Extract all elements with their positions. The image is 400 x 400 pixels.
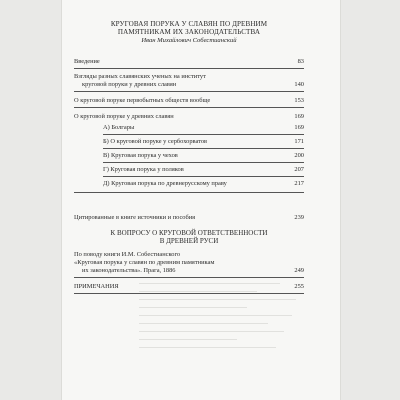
toc-entry-page: 255	[294, 283, 304, 290]
book-title	[72, 20, 306, 37]
toc-entry-page: 239	[294, 214, 304, 221]
toc-entry-label: Д) Круговая порука по древнерусскому праву	[103, 180, 227, 187]
toc-entry-label: А) Болгары	[103, 124, 135, 131]
toc-entry-page: 171	[294, 138, 304, 145]
toc-entry-notes	[74, 283, 304, 291]
toc-divider	[103, 176, 304, 177]
toc-divider	[74, 91, 304, 92]
toc-entry-label: В) Круговая порука у чехов	[103, 152, 178, 159]
toc-entry-review	[74, 251, 304, 275]
toc-entry-label: О круговой поруке первобытных обществ вообще	[74, 97, 211, 104]
toc-entry-label: Введение	[74, 58, 100, 65]
toc-entry-label-2: «Круговая порука у славян по древним памятникам	[74, 259, 215, 266]
toc-entry-sources	[74, 214, 304, 222]
toc-divider	[74, 68, 304, 69]
toc-entry-label-1: По поводу книги И.М. Собестианского	[74, 251, 181, 258]
toc-entry-views	[74, 73, 304, 89]
toc-entry-primitive	[74, 97, 304, 105]
toc-divider	[74, 107, 304, 108]
author-name: Иван Михайлович Собестианский	[141, 37, 237, 44]
toc-divider	[103, 162, 304, 163]
toc-subentry-b	[103, 138, 304, 146]
section-heading	[72, 229, 306, 245]
toc-entry-label-3: их законодательства». Прага, 1886	[82, 267, 176, 274]
title-line-1: КРУГОВАЯ ПОРУКА У СЛАВЯН ПО ДРЕВНИМ	[110, 20, 268, 28]
toc-subentry-e	[103, 180, 304, 188]
toc-entry-ancient	[74, 113, 304, 121]
toc-entry-page: 169	[294, 113, 304, 120]
toc-entry-page: 249	[294, 267, 304, 274]
toc-divider	[74, 277, 304, 278]
toc-entry-label: Цитированные в книге источники и пособия	[74, 214, 196, 221]
toc-entry-page: 217	[294, 180, 304, 187]
toc-entry-page: 153	[294, 97, 304, 104]
toc-entry-label-1: Взгляды разных славянских ученых на институт	[74, 73, 206, 80]
section-heading-line-2: В ДРЕВНЕЙ РУСИ	[159, 237, 219, 246]
toc-entry-label: ПРИМЕЧАНИЯ	[74, 283, 119, 290]
toc-entry-intro	[74, 58, 304, 66]
toc-entry-page: 83	[297, 58, 304, 65]
toc-subentry-c	[103, 152, 304, 160]
toc-divider	[103, 148, 304, 149]
toc-subentry-d	[103, 166, 304, 174]
toc-entry-page: 200	[294, 152, 304, 159]
title-line-2: ПАМЯТНИКАМ ИХ ЗАКОНОДАТЕЛЬСТВА	[117, 28, 261, 37]
toc-entry-label: Б) О круговой поруке у сербохорватов	[103, 138, 208, 145]
toc-entry-page: 140	[294, 81, 304, 88]
toc-subentry-a	[103, 124, 304, 132]
toc-divider	[74, 192, 304, 193]
toc-divider	[103, 134, 304, 135]
bleed-through-text	[139, 283, 335, 378]
section-heading-line-1: К ВОПРОСУ О КРУГОВОЙ ОТВЕТСТВЕННОСТИ	[110, 229, 268, 237]
toc-entry-page: 169	[294, 124, 304, 131]
toc-entry-label: Г) Круговая порука у поляков	[103, 166, 184, 173]
toc-entry-label-2: круговой поруки у древних славян	[82, 81, 177, 88]
toc-divider	[74, 293, 304, 294]
toc-entry-label: О круговой поруке у древних славян	[74, 113, 174, 120]
toc-entry-page: 207	[294, 166, 304, 173]
